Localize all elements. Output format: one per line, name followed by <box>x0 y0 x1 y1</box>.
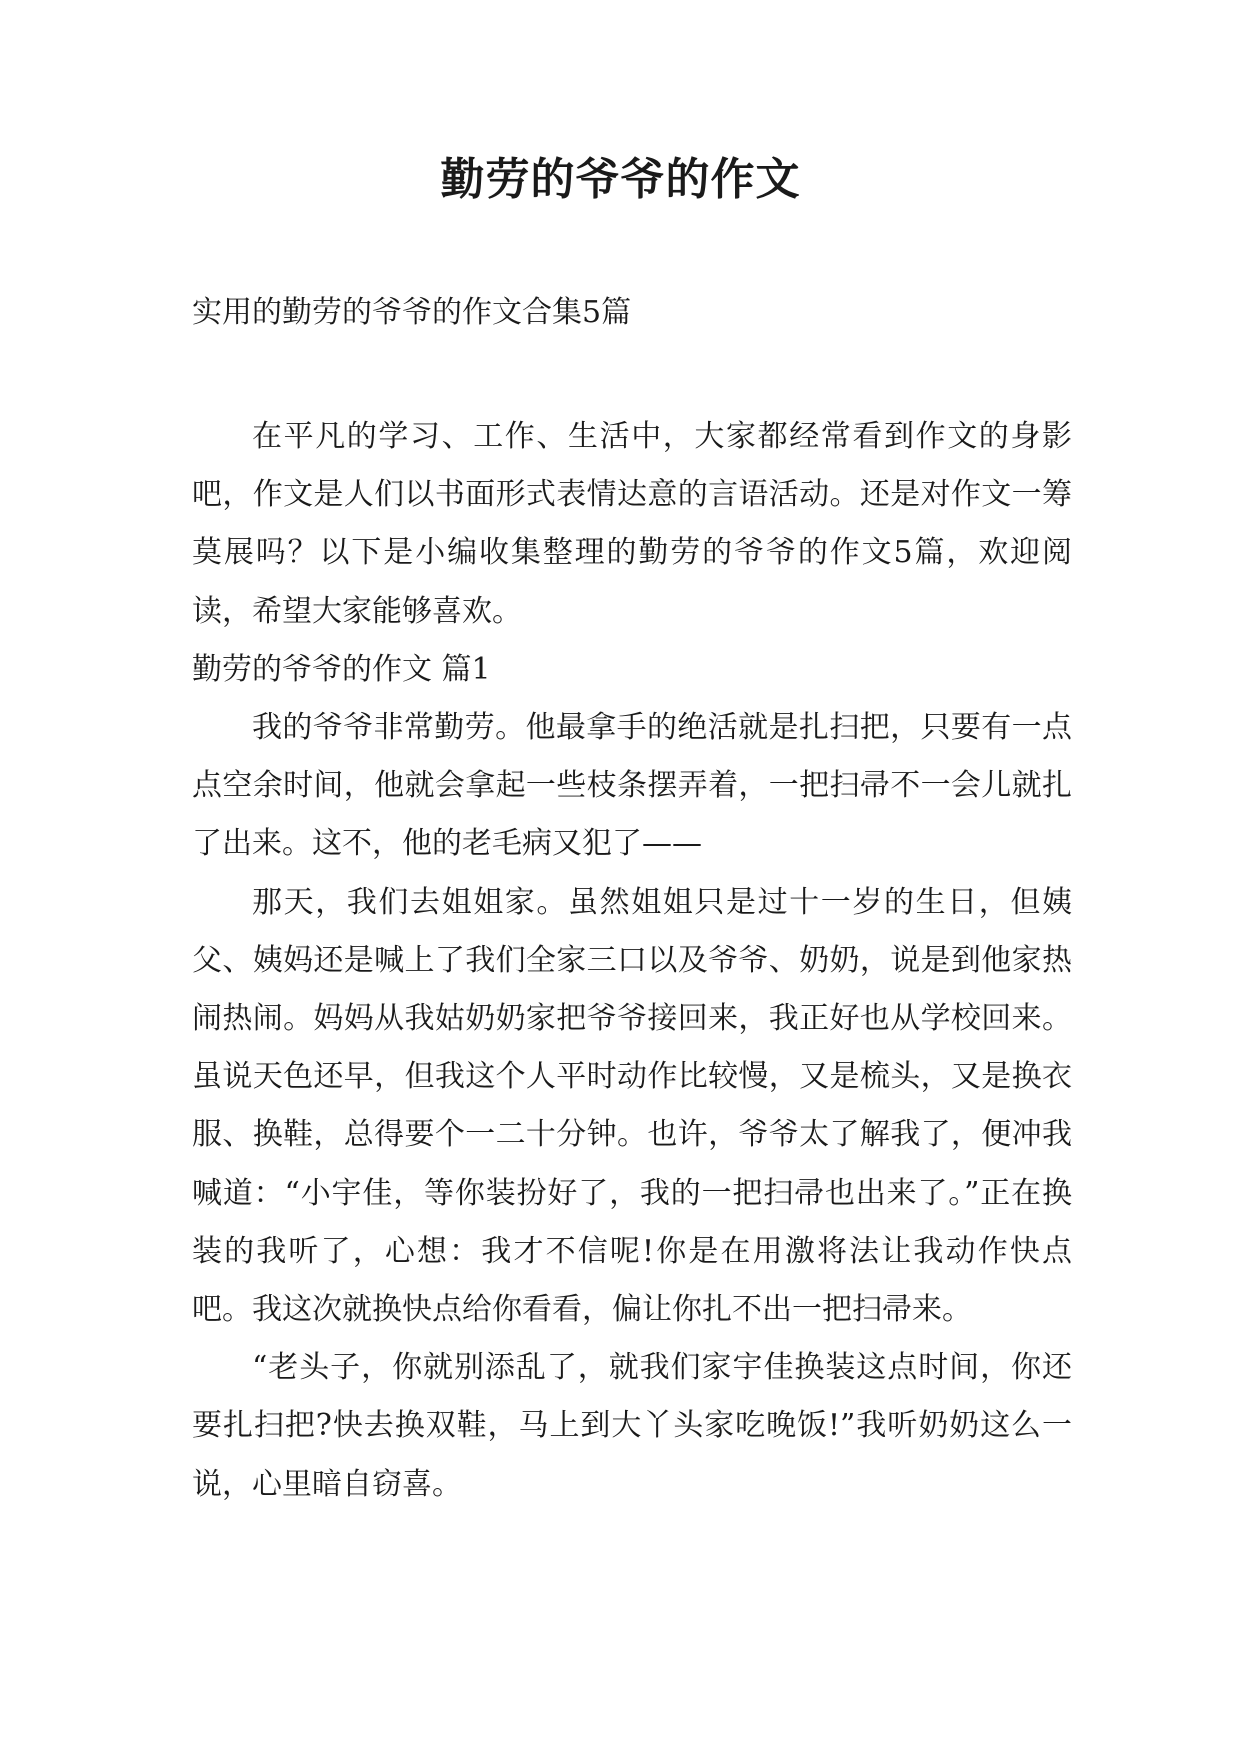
section-heading: 勤劳的爷爷的作文 篇1 <box>192 651 491 687</box>
body-paragraph: 那天，我们去姐姐家。虽然姐姐只是过十一岁的生日，但姨父、姨妈还是喊上了我们全家三口以及爷爷、奶奶，说是到他家热闹热闹。妈妈从我姑奶奶家把爷爷接回来，我正好也从学校回来。虽说天色还早，但我这个人平时动作比较慢，又是梳头，又是换衣服、换鞋，总得要个一二十分钟。也许，爷爷太了解我了，便冲我喊道：“小宇佳，等你装扮好了，我的一把扫帚也出来了。”正在换装的我听了，心想：我才不信呢!你是在用激将法让我动作快点吧。我这次就换快点给你看看，偏让你扎不出一把扫帚来。 <box>192 884 1072 1328</box>
document-title: 勤劳的爷爷的作文 <box>440 154 801 205</box>
intro-paragraph: 在平凡的学习、工作、生活中，大家都经常看到作文的身影吧，作文是人们以书面形式表情达意的言语活动。还是对作文一筹莫展吗？以下是小编收集整理的勤劳的爷爷的作文5篇，欢迎阅读，希望大家能够喜欢。 <box>192 419 1072 629</box>
document-body <box>192 408 1072 1514</box>
body-paragraph: 我的爷爷非常勤劳。他最拿手的绝活就是扎扫把，只要有一点点空余时间，他就会拿起一些枝条摆弄着，一把扫帚不一会儿就扎了出来。这不，他的老毛病又犯了—— <box>192 710 1072 862</box>
body-paragraph: “老头子，你就别添乱了，就我们家宇佳换装这点时间，你还要扎扫把?快去换双鞋，马上到大丫头家吃晚饭!”我听奶奶这么一说，心里暗自窃喜。 <box>192 1350 1072 1502</box>
document-subtitle: 实用的勤劳的爷爷的作文合集5篇 <box>192 295 632 330</box>
